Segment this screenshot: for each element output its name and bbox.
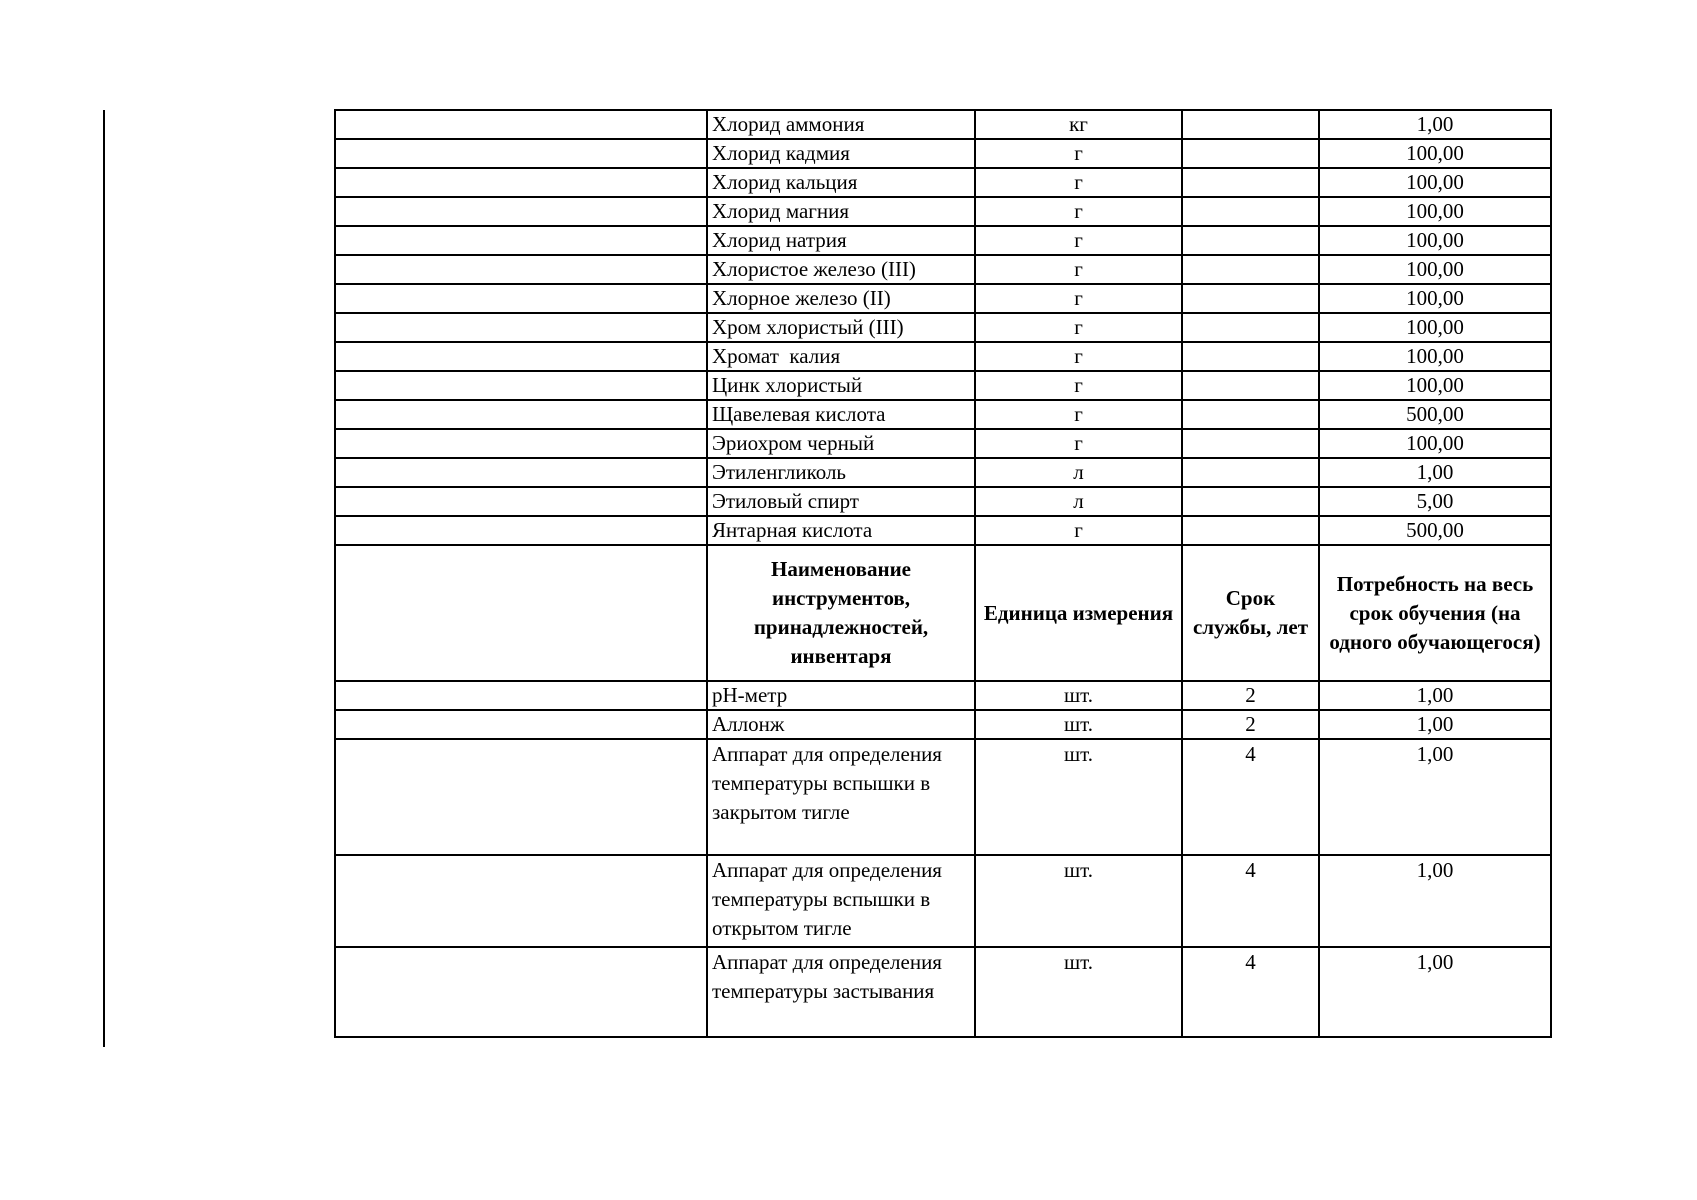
life-cell [1182, 197, 1319, 226]
unit-cell: л [975, 487, 1182, 516]
reagent-name: Этиловый спирт [707, 487, 975, 516]
table-row [335, 855, 1551, 947]
reagent-name: Щавелевая кислота [707, 400, 975, 429]
life-cell [1182, 487, 1319, 516]
unit-cell: г [975, 371, 1182, 400]
reagent-name: Хлорное железо (II) [707, 284, 975, 313]
header-name: Наименование инструментов, принадлежностей, инвентаря [707, 545, 975, 681]
unit-cell: шт. [975, 739, 1182, 855]
life-cell [1182, 458, 1319, 487]
table-row [335, 110, 1551, 139]
reagent-name: Хлорид аммония [707, 110, 975, 139]
need-cell: 1,00 [1319, 681, 1551, 710]
need-cell: 100,00 [1319, 371, 1551, 400]
header-unit: Единица измерения [975, 545, 1182, 681]
reagent-name: Этиленгликоль [707, 458, 975, 487]
tool-name: Аллонж [707, 710, 975, 739]
life-cell [1182, 168, 1319, 197]
blank-cell [335, 371, 707, 400]
unit-cell: г [975, 342, 1182, 371]
life-cell [1182, 255, 1319, 284]
need-cell: 500,00 [1319, 400, 1551, 429]
life-cell [1182, 139, 1319, 168]
blank-cell [335, 739, 707, 855]
unit-cell: г [975, 429, 1182, 458]
blank-cell [335, 197, 707, 226]
reagent-name: Хром хлористый (III) [707, 313, 975, 342]
reagent-name: Эриохром черный [707, 429, 975, 458]
need-cell: 1,00 [1319, 947, 1551, 1037]
life-cell [1182, 313, 1319, 342]
unit-cell: л [975, 458, 1182, 487]
need-cell: 500,00 [1319, 516, 1551, 545]
table-row [335, 139, 1551, 168]
table-row [335, 739, 1551, 855]
blank-cell [335, 516, 707, 545]
life-cell [1182, 400, 1319, 429]
table-row [335, 255, 1551, 284]
reagent-name: Хлорид кальция [707, 168, 975, 197]
life-cell [1182, 371, 1319, 400]
life-cell: 4 [1182, 855, 1319, 947]
unit-cell: г [975, 255, 1182, 284]
equipment-table [334, 109, 1552, 1038]
reagent-name: Хлористое железо (III) [707, 255, 975, 284]
table-row [335, 284, 1551, 313]
life-cell: 2 [1182, 681, 1319, 710]
tool-name: Аппарат для определения температуры застывания [707, 947, 975, 1037]
table-row [335, 516, 1551, 545]
table-row [335, 947, 1551, 1037]
life-cell [1182, 516, 1319, 545]
header-life: Срок службы, лет [1182, 545, 1319, 681]
table-row [335, 371, 1551, 400]
table-row [335, 458, 1551, 487]
life-cell [1182, 342, 1319, 371]
life-cell [1182, 226, 1319, 255]
life-cell: 4 [1182, 947, 1319, 1037]
reagent-name: Хлорид кадмия [707, 139, 975, 168]
need-cell: 1,00 [1319, 458, 1551, 487]
table-row [335, 168, 1551, 197]
life-cell [1182, 429, 1319, 458]
unit-cell: шт. [975, 855, 1182, 947]
table-row [335, 313, 1551, 342]
tool-name: pH-метр [707, 681, 975, 710]
life-cell [1182, 284, 1319, 313]
blank-cell [335, 947, 707, 1037]
table-row [335, 226, 1551, 255]
blank-cell [335, 168, 707, 197]
life-cell: 2 [1182, 710, 1319, 739]
unit-cell: кг [975, 110, 1182, 139]
table-row [335, 429, 1551, 458]
reagent-name: Хлорид натрия [707, 226, 975, 255]
unit-cell: г [975, 226, 1182, 255]
blank-cell [335, 855, 707, 947]
blank-cell [335, 110, 707, 139]
unit-cell: шт. [975, 681, 1182, 710]
need-cell: 100,00 [1319, 139, 1551, 168]
reagent-name: Янтарная кислота [707, 516, 975, 545]
reagent-name: Хлорид магния [707, 197, 975, 226]
blank-cell [335, 487, 707, 516]
need-cell: 100,00 [1319, 313, 1551, 342]
blank-cell [335, 400, 707, 429]
table-row [335, 342, 1551, 371]
need-cell: 100,00 [1319, 255, 1551, 284]
life-cell [1182, 110, 1319, 139]
need-cell: 100,00 [1319, 226, 1551, 255]
unit-cell: г [975, 400, 1182, 429]
unit-cell: г [975, 197, 1182, 226]
need-cell: 1,00 [1319, 855, 1551, 947]
blank-cell [335, 458, 707, 487]
unit-cell: г [975, 516, 1182, 545]
unit-cell: г [975, 284, 1182, 313]
blank-cell [335, 313, 707, 342]
need-cell: 100,00 [1319, 284, 1551, 313]
need-cell: 100,00 [1319, 342, 1551, 371]
table-row [335, 487, 1551, 516]
table-row [335, 710, 1551, 739]
table-row [335, 681, 1551, 710]
blank-cell [335, 545, 707, 681]
blank-cell [335, 284, 707, 313]
unit-cell: г [975, 313, 1182, 342]
blank-cell [335, 429, 707, 458]
blank-cell [335, 681, 707, 710]
section-header-row [335, 545, 1551, 681]
reagent-name: Хромат калия [707, 342, 975, 371]
blank-cell [335, 226, 707, 255]
tool-name: Аппарат для определения температуры вспышки в закрытом тигле [707, 739, 975, 855]
need-cell: 100,00 [1319, 168, 1551, 197]
need-cell: 1,00 [1319, 110, 1551, 139]
header-need: Потребность на весь срок обучения (на одного обучающегося) [1319, 545, 1551, 681]
blank-cell [335, 255, 707, 284]
blank-cell [335, 139, 707, 168]
need-cell: 100,00 [1319, 429, 1551, 458]
blank-cell [335, 342, 707, 371]
need-cell: 1,00 [1319, 710, 1551, 739]
unit-cell: шт. [975, 947, 1182, 1037]
left-margin-line [103, 110, 105, 1047]
need-cell: 1,00 [1319, 739, 1551, 855]
reagent-name: Цинк хлористый [707, 371, 975, 400]
need-cell: 5,00 [1319, 487, 1551, 516]
table-row [335, 197, 1551, 226]
need-cell: 100,00 [1319, 197, 1551, 226]
blank-cell [335, 710, 707, 739]
life-cell: 4 [1182, 739, 1319, 855]
unit-cell: г [975, 168, 1182, 197]
tool-name: Аппарат для определения температуры вспышки в открытом тигле [707, 855, 975, 947]
unit-cell: шт. [975, 710, 1182, 739]
table-row [335, 400, 1551, 429]
unit-cell: г [975, 139, 1182, 168]
